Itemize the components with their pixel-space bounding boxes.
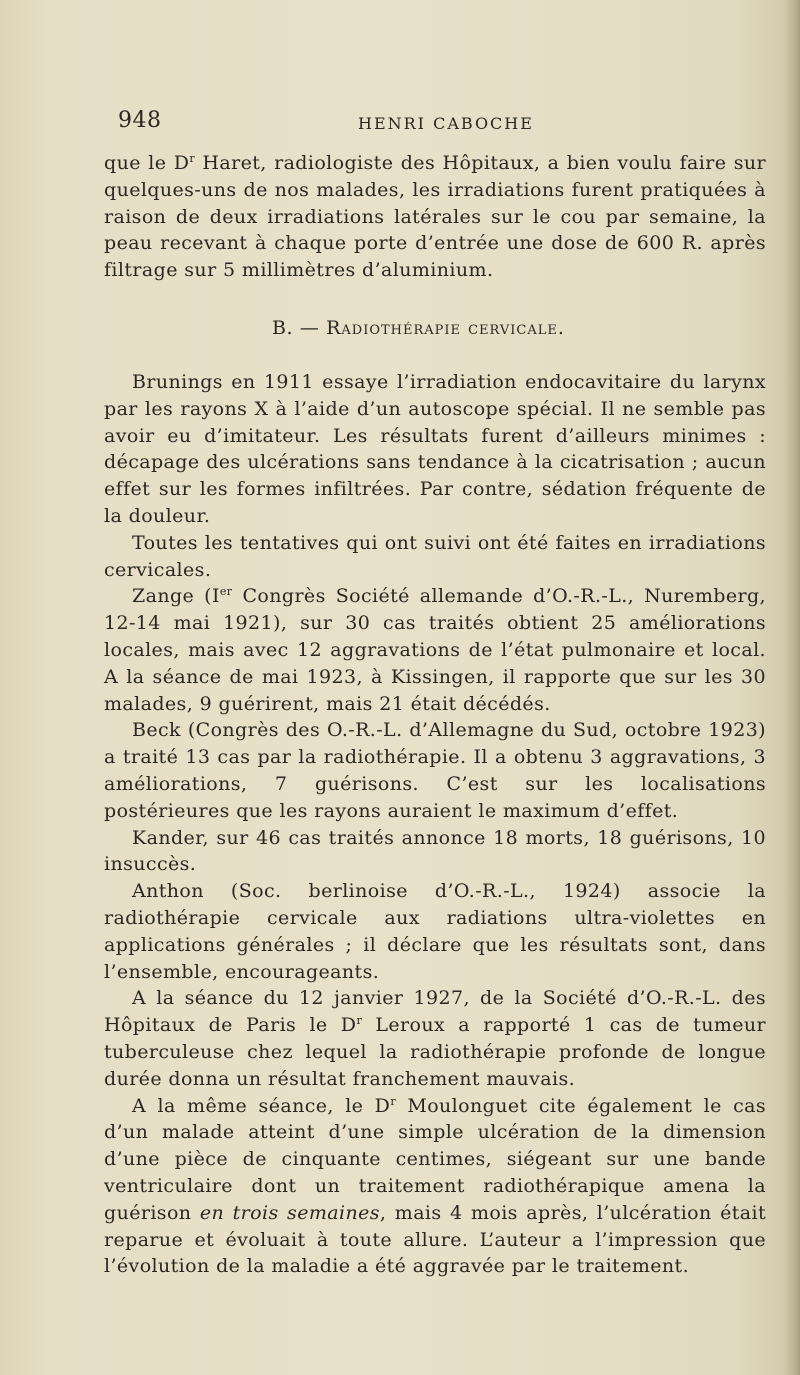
superscript: r bbox=[189, 152, 196, 165]
italic-phrase: en trois semaines bbox=[199, 1201, 380, 1224]
paragraph bbox=[104, 825, 766, 879]
paragraph bbox=[104, 1093, 766, 1281]
section-title bbox=[272, 317, 565, 339]
section-prefix: B. — bbox=[272, 317, 327, 339]
text-run: Zange (I bbox=[132, 585, 220, 608]
text-run: Haret, radiologiste des Hôpitaux, a bien voulu faire sur quelques-uns de nos malades, les irradiations furent pratiquées à raison de deux irradiations latérales sur le cou par semaine, la peau recevant à chaque porte d’entrée une dose de 600 R. après filtrage sur 5 millimètres d’aluminium. bbox=[104, 152, 766, 282]
superscript: er bbox=[219, 585, 233, 599]
text-run: Anthon (Soc. berlinoise d’O.-R.-L., 1924) associe la radiothérapie cervicale aux radiations ultra-violettes en applications générales ; il déclare que les résultats sont, dans l’ensemble, encourageants. bbox=[104, 880, 766, 983]
paragraph bbox=[104, 369, 766, 530]
running-head: HENRI CABOCHE bbox=[358, 114, 534, 133]
text-run: Brunings en 1911 essaye l’irradiation endocavitaire du larynx par les rayons X à l’aide d’un autoscope spécial. Il ne semble pas avoir eu d’imitateur. Les résultats furent d’ailleurs minimes : décapage des ulcérations sans tendance à la cicatrisation ; aucun effet sur les formes infiltrées. Par contre, sédation fréquente de la douleur. bbox=[104, 371, 766, 527]
section-title-text: Radiothérapie cervicale. bbox=[326, 317, 565, 339]
page-spine-shadow bbox=[784, 0, 800, 1375]
page-header bbox=[118, 108, 768, 138]
page-number: 948 bbox=[118, 108, 162, 133]
text-run: Toutes les tentatives qui ont suivi ont été faites en irradiations cervicales. bbox=[104, 531, 766, 581]
text-run: A la même séance, le D bbox=[132, 1094, 391, 1117]
paragraph bbox=[104, 530, 766, 584]
paragraph bbox=[104, 583, 766, 717]
superscript: r bbox=[390, 1094, 396, 1108]
paragraph bbox=[104, 878, 766, 985]
text-run: Kander, sur 46 cas traités annonce 18 morts, 18 guérisons, 10 insuccès. bbox=[104, 826, 766, 876]
paragraph bbox=[104, 717, 766, 824]
text-run: Leroux a rapporté 1 cas de tumeur tuberculeuse chez lequel la radiothérapie profonde de longue durée donna un résultat franchement mauvais. bbox=[104, 1014, 767, 1090]
text-run: , mais 4 mois après, l’ulcération était reparue et évoluait à toute allure. L’auteur a l’impression que l’évolution de la maladie a été aggravée par le traitement. bbox=[104, 1201, 767, 1278]
paragraph bbox=[104, 985, 766, 1092]
text-run: Beck (Congrès des O.-R.-L. d’Allemagne du Sud, octobre 1923) a traité 13 cas par la radiothérapie. Il a obtenu 3 aggravations, 3 améliorations, 7 guérisons. C’est sur les localisations postérieures que les rayons auraient le maximum d’effet. bbox=[104, 719, 766, 822]
text-run: Moulonguet cite également le cas d’un malade atteint d’une simple ulcération de la dimension d’une pièce de cinquante centimes, siégeant sur une bande ventriculaire dont un traitement radiothérapique amena la guérison bbox=[104, 1094, 766, 1224]
paragraph bbox=[104, 150, 766, 284]
text-run: Congrès Société allemande d’O.-R.-L., Nuremberg, 12-14 mai 1921), sur 30 cas traités obtient 25 améliorations locales, mais avec 12 aggravations de l’état pulmonaire et local. A la séance de mai 1923, à Kissingen, il rapporte que sur les 30 malades, 9 guérirent, mais 21 était décédés. bbox=[104, 585, 766, 715]
opening-text-block bbox=[104, 150, 766, 284]
text-run: A la séance du 12 janvier 1927, de la Société d’O.-R.-L. des Hôpitaux de Paris le D bbox=[104, 987, 766, 1037]
text-run: que le D bbox=[104, 152, 190, 174]
section-body bbox=[104, 369, 766, 1280]
superscript: r bbox=[356, 1014, 363, 1028]
